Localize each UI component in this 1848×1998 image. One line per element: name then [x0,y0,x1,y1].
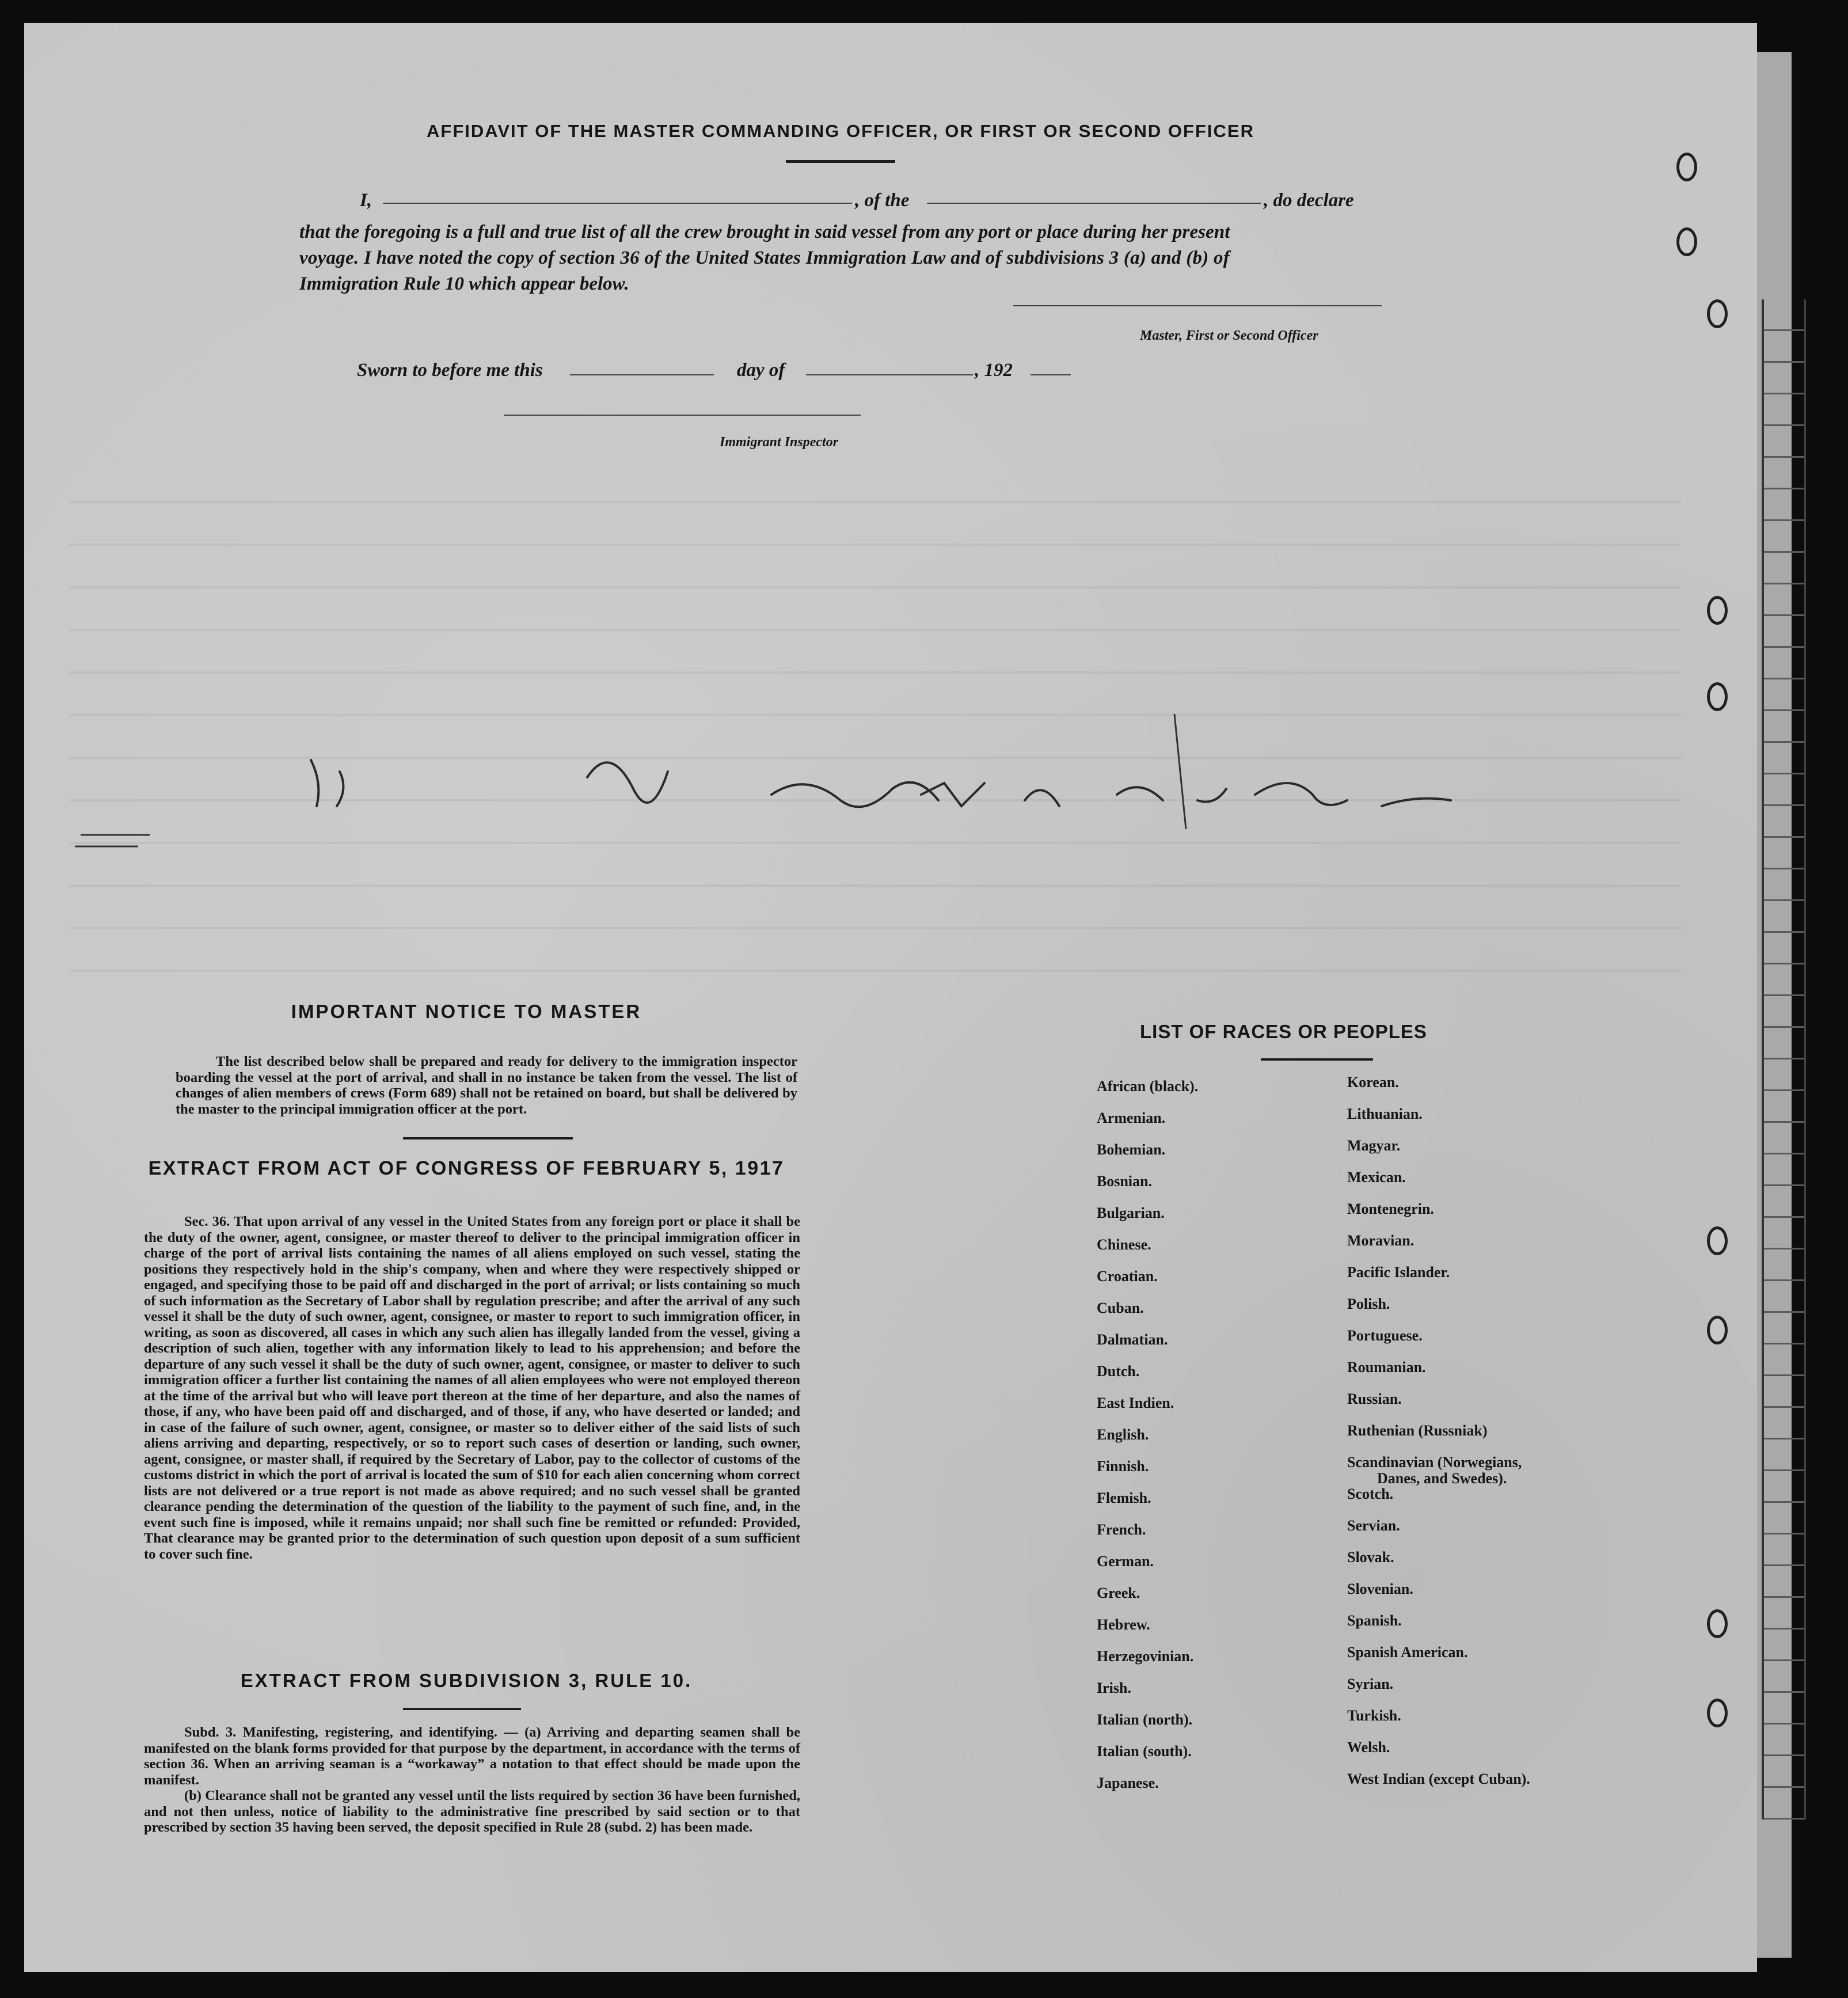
inspector-label: Immigrant Inspector [720,435,839,450]
notice-text [176,1054,797,1117]
punch-hole-icon [1707,596,1728,625]
race-item: Italian (south). [1097,1743,1192,1760]
races-title: LIST OF RACES OR PEOPLES [1140,1021,1427,1042]
affidavit-line1-start: I, [360,190,372,211]
race-item: Croatian. [1097,1268,1158,1285]
race-item: Slovenian. [1347,1581,1413,1597]
rule-extract-title: EXTRACT FROM SUBDIVISION 3, RULE 10. [240,1670,693,1691]
affidavit-line3: voyage. I have noted the copy of section 36 of the United States Immigration Law and of subdivisions 3 (a) and (b) of [299,248,1230,268]
sworn-text: Sworn to before me this [357,360,543,381]
race-item: Servian. [1347,1517,1400,1534]
race-item: English. [1097,1426,1149,1443]
race-item: Japanese. [1097,1775,1159,1791]
race-item: Bosnian. [1097,1173,1153,1190]
race-item: Roumanian. [1347,1359,1426,1376]
races-column-1 [1097,1078,1198,1806]
race-item: Spanish. [1347,1612,1402,1629]
punch-hole-icon [1707,1316,1728,1344]
race-item: Italian (north). [1097,1711,1193,1728]
year-blank [1031,374,1071,375]
race-item: Polish. [1347,1296,1390,1312]
act-extract-text [144,1214,800,1562]
race-item: Herzegovinian. [1097,1648,1194,1665]
race-item: West Indian (except Cuban). [1347,1771,1530,1787]
races-underline [1261,1058,1373,1061]
race-item: Hebrew. [1097,1616,1150,1633]
day-blank [570,374,714,375]
race-item: Cuban. [1097,1300,1144,1316]
rule-subsection-b: (b) Clearance shall not be granted any vessel until the lists required by section 36 have been furnished, and not then unless, notice of liability to the administrative fine prescribed by said section or to that prescribed by section 35 having been served, the deposit specified in Rule 28 (subd. 2) has been made. [144,1788,800,1835]
race-item: Mexican. [1347,1169,1406,1186]
affidavit-line1-mid: , of the [855,190,910,211]
affidavit-title: AFFIDAVIT OF THE MASTER COMMANDING OFFICER, OR FIRST OR SECOND OFFICER [427,121,1254,141]
punch-hole-icon [1707,299,1728,328]
punch-hole-icon [1707,1609,1728,1638]
notice-title: IMPORTANT NOTICE TO MASTER [291,1001,642,1022]
inspector-signature-line [504,415,861,416]
race-item: Flemish. [1097,1490,1151,1506]
race-item: Russian. [1347,1391,1402,1407]
punch-hole-icon [1707,682,1728,711]
month-blank [806,374,973,375]
race-item: Scandinavian (Norwegians, [1347,1454,1522,1471]
race-item: African (black). [1097,1078,1199,1095]
race-item: Chinese. [1097,1236,1151,1253]
race-item: Pacific Islander. [1347,1264,1450,1281]
act-extract-title: EXTRACT FROM ACT OF CONGRESS OF FEBRUARY 5, 1917 [148,1157,785,1179]
race-item: East Indien. [1097,1395,1174,1411]
race-item: Bohemian. [1097,1141,1166,1158]
rule-divider [403,1708,521,1710]
punch-hole-icon [1676,227,1697,256]
punch-hole-icon [1707,1699,1728,1727]
race-item: Montenegrin. [1347,1201,1434,1217]
race-item: Moravian. [1347,1232,1414,1249]
race-item: Ruthenian (Russniak) [1347,1422,1488,1439]
race-item: Dalmatian. [1097,1331,1168,1348]
sworn-year: , 192 [975,360,1013,381]
signature-line [1013,305,1382,306]
sworn-day-of: day of [737,360,785,381]
title-underline [786,160,895,163]
vessel-blank [927,203,1261,204]
punch-hole-icon [1707,1226,1728,1255]
race-item: German. [1097,1553,1154,1570]
race-item: French. [1097,1521,1146,1538]
name-blank [383,203,852,204]
race-item-continuation: Danes, and Swedes). [1377,1470,1507,1487]
notice-paragraph: The list described below shall be prepared and ready for delivery to the immigration inspector boarding the vessel at the port of arrival, and shall in no instance be taken from the vessel. The list of changes of alien members of crews (Form 689) shall not be retained on board, but shall be delivered by the master to the principal immigration officer at the port. [176,1054,797,1117]
race-item: Slovak. [1347,1549,1394,1566]
race-item: Bulgarian. [1097,1205,1165,1221]
race-item: Finnish. [1097,1458,1149,1475]
race-item: Irish. [1097,1680,1131,1696]
race-item: Portuguese. [1347,1327,1423,1344]
race-item: Spanish American. [1347,1644,1468,1661]
race-item: Syrian. [1347,1676,1394,1692]
races-column-2 [1347,1074,1530,1802]
race-item: Turkish. [1347,1707,1401,1724]
act-extract-paragraph: Sec. 36. That upon arrival of any vessel in the United States from any foreign port or place it shall be the duty of the owner, agent, consignee, or master thereof to deliver to the principal immigration officer in charge of the port of arrival lists containing the names of all aliens employed on such vessel, stating the positions they respectively hold in the ship's company, when and where they were respectively shipped or engaged, and specifying those to be paid off and discharged in the port of arrival; or lists containing so much of such information as the Secretary of Labor shall by regulation prescribe; and after the arrival of any such vessel it shall be the duty of such owner, agent, consignee, or master to report to such immigration officer, in writing, as soon as discovered, all cases in which any such alien has illegally landed from the vessel, giving a description of such alien, together with any information likely to lead to his apprehension; and before the departure of any such vessel it shall be the duty of such owner, agent, consignee, or master to deliver to such immigration officer a further list containing the names of all alien employees who were not employed thereon at the time of the arrival but who will leave port thereon at the time of her departure, and also the names of those, if any, who have been paid off and discharged, and of those, if any, who have deserted or landed; and in case of the failure of such owner, agent, consignee, or master so to deliver either of the said lists of such aliens arriving and departing, respectively, or so to report such cases of desertion or landing, such owner, agent, consignee, or master shall, if required by the Secretary of Labor, pay to the collector of customs of the customs district in which the port of arrival is located the sum of $10 for each alien concerning whom correct lists are not delivered or a true report is not made as above required; and no such vessel shall be granted clearance pending the determination of the question of the liability to the payment of such fine, and, in the event such fine is imposed, while it remains unpaid; nor shall such fine be remitted or refunded: Provided, That clearance may be granted prior to the determination of such question upon deposit of a sum sufficient to cover such fine. [144,1214,800,1562]
race-item: Magyar. [1347,1137,1401,1154]
race-item: Greek. [1097,1585,1140,1601]
affidavit-line1-end: , do declare [1264,190,1354,211]
race-item: Lithuanian. [1347,1106,1423,1122]
signature-label: Master, First or Second Officer [1140,328,1318,343]
punch-hole-icon [1676,153,1697,181]
race-item: Welsh. [1347,1739,1390,1756]
handwriting-scrawl [69,708,1566,881]
affidavit-line4: Immigration Rule 10 which appear below. [299,274,629,294]
race-item: Korean. [1347,1074,1399,1091]
affidavit-line2: that the foregoing is a full and true list of all the crew brought in said vessel from any port or place during her present [299,222,1230,242]
underlying-page-grid [1762,299,1806,1820]
race-item: Scotch. [1347,1486,1394,1502]
race-item: Armenian. [1097,1110,1166,1126]
race-item: Dutch. [1097,1363,1140,1380]
rule-extract-text [144,1724,800,1836]
rule-subsection-a: Subd. 3. Manifesting, registering, and identifying. — (a) Arriving and departing seamen shall be manifested on the blank forms provided for that purpose by the department, in accordance with the terms of section 36. When an arriving seaman is a “workaway” a notation to that effect should be made upon the manifest. [144,1724,800,1788]
notice-divider [403,1137,573,1139]
